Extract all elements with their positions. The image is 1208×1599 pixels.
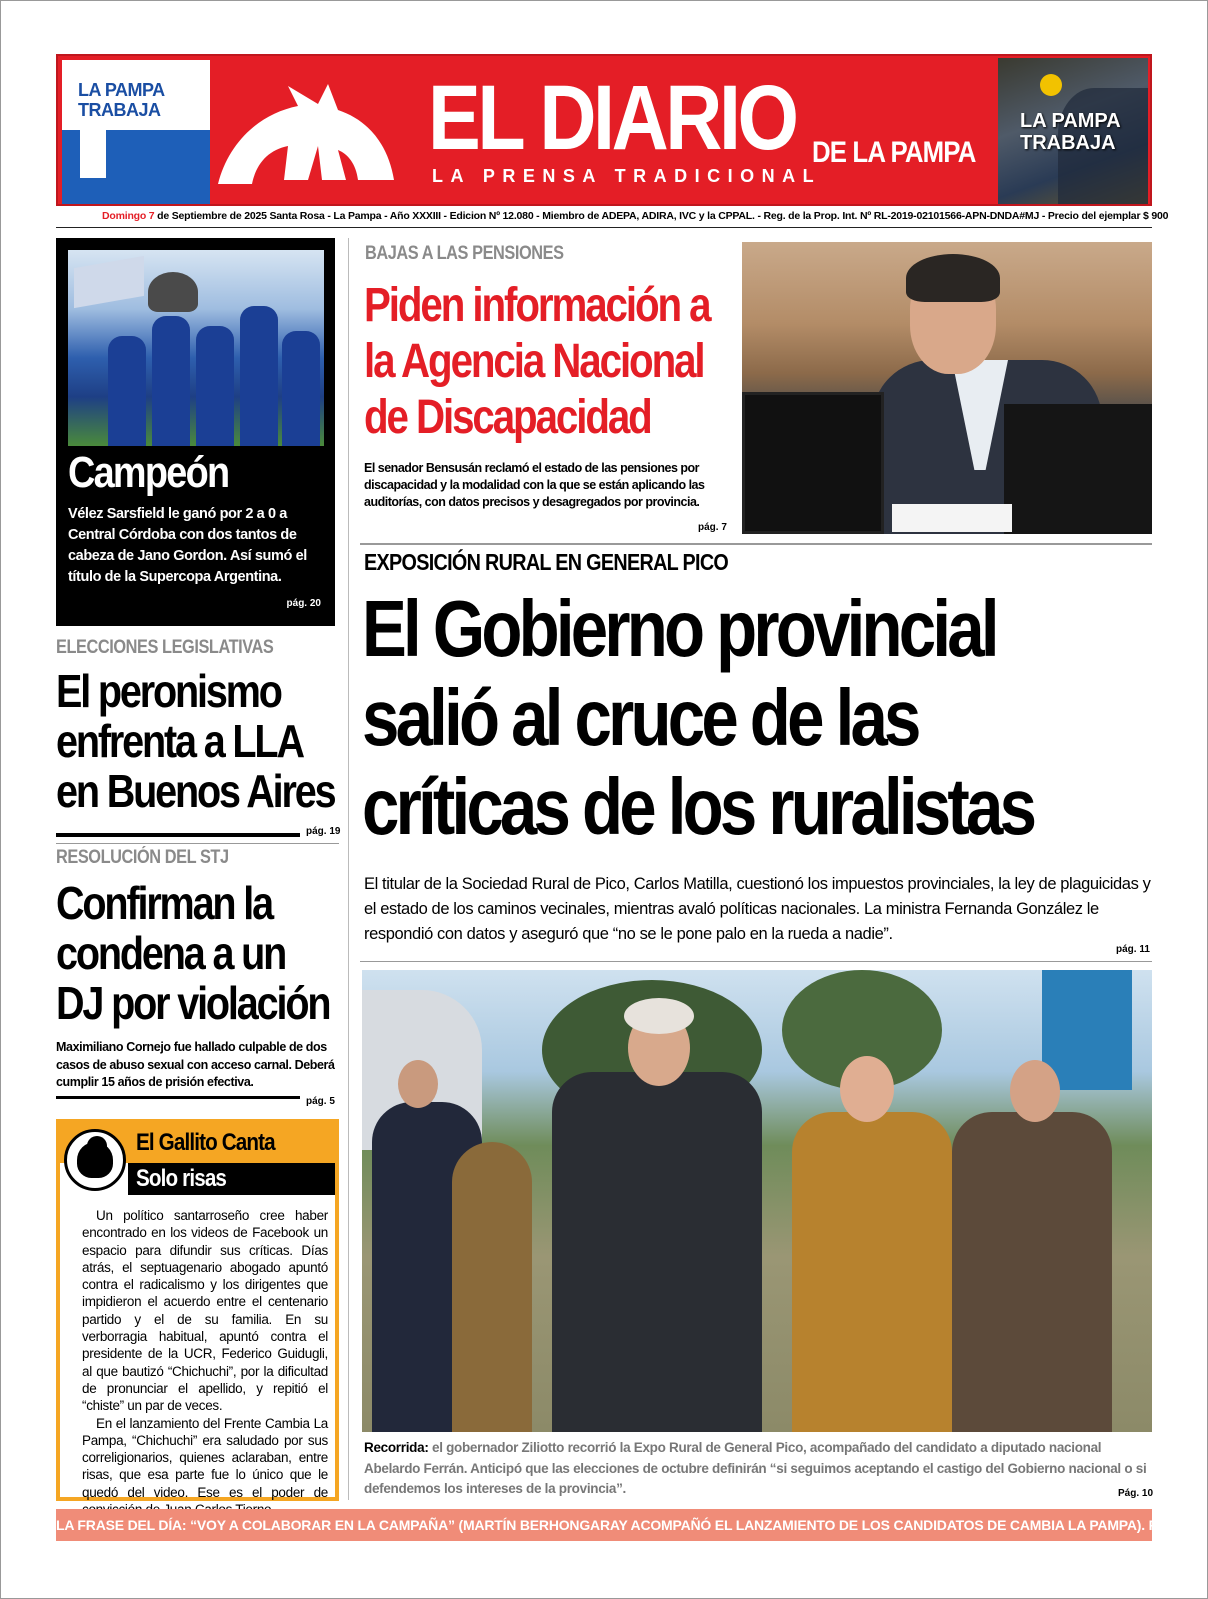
headline-line: DJ por violación [56, 977, 330, 1029]
trophy-icon [148, 272, 198, 312]
photo-person [952, 1112, 1112, 1432]
photo-person [452, 1142, 532, 1432]
column-divider [348, 238, 349, 1500]
frase-del-dia-banner: LA FRASE DEL DÍA: “VOY A COLABORAR EN LA CAMPAÑA” (MARTÍN BERHONGARAY ACOMPAÑÓ EL LANZAMIENTO DE LOS CANDIDATOS DE CAMBIA LA PAMPA). PÁG. 7 [56, 1509, 1152, 1541]
rooster-body [77, 1142, 113, 1178]
photo-player [152, 316, 190, 446]
photo-paper [892, 504, 1012, 532]
photo-caption [364, 1438, 1154, 1500]
gallito-canta-column [56, 1119, 339, 1501]
pensiones-kicker: BAJAS A LAS PENSIONES [365, 243, 564, 264]
photo-person [792, 1112, 952, 1432]
caption-text: el gobernador Ziliotto recorrió la Expo Rural de General Pico, acompañado del candidato a diputado nacional Abelardo Ferrán. Anticipó que las elecciones de octubre definirán “si seguimos aceptando el castigo del Gobierno nacional o si defendemos los intereses de la provincia”. [364, 1440, 1147, 1496]
headline-line: críticas de los ruralistas [362, 762, 1034, 851]
photo-sign [1042, 970, 1132, 1090]
headline-line: de Discapacidad [364, 391, 651, 444]
photo-head [398, 1060, 438, 1108]
la-pampa-trabaja-logo-left [62, 60, 210, 204]
edition-date: Domingo 7 [102, 210, 155, 222]
newspaper-tagline: LA PRENSA TRADICIONAL [432, 166, 822, 186]
campeon-headline: Campeón [68, 448, 229, 497]
photo-flag [74, 256, 144, 308]
headline-line: condena a un [56, 927, 286, 979]
divider [360, 543, 1152, 545]
senator-photo [742, 242, 1152, 534]
headline-line: enfrenta a LLA [56, 715, 303, 767]
headline-line: El Gobierno provincial [362, 584, 996, 673]
right-logo-text: LA PAMPA TRABAJA [1020, 110, 1120, 154]
photo-hair [624, 998, 694, 1034]
gallito-paragraph: Un político santarroseño cree haber encontrado en los videos de Facebook un espacio para difundir sus críticas. Días atrás, el septuagenario abogado apuntó contra el radicalismo y los dirigentes que impidieron el acuerdo entre el centenario partido y el de su familia. En su verborragia habitual, apuntó contra el presidente de la UCR, Federico Guidugli, al que bautizó “Chichuchi”, por la dificultad de pronunciar el apellido, y repitió el “chiste” un par de veces. [82, 1208, 328, 1414]
stj-headline[interactable] [56, 878, 374, 1028]
rooster-icon [64, 1129, 126, 1191]
left-logo-text: LA PAMPA TRABAJA [78, 80, 164, 120]
pensiones-page-ref: pág. 7 [698, 522, 727, 533]
headline-line: Confirman la [56, 877, 272, 929]
pensiones-headline[interactable] [364, 278, 709, 446]
headline-line: El peronismo [56, 665, 281, 717]
masthead [56, 54, 1152, 206]
headline-line: salió al cruce de las [362, 673, 918, 762]
la-pampa-trabaja-logo-right [998, 58, 1148, 204]
stj-kicker: RESOLUCIÓN DEL STJ [56, 847, 229, 868]
divider [56, 1096, 300, 1099]
stj-page-ref: pág. 5 [306, 1096, 335, 1107]
photo-player [196, 326, 234, 446]
main-kicker: EXPOSICIÓN RURAL EN GENERAL PICO [364, 549, 729, 575]
photo-player [240, 306, 278, 446]
wing-logo-icon [218, 84, 408, 194]
photo-hair [906, 254, 1000, 302]
pensiones-summary: El senador Bensusán reclamó el estado de las pensiones por discapacidad y la modalidad con la que se están aplicando las auditorías, con datos precisos y desagregados por provincia. [364, 461, 705, 509]
divider [56, 833, 300, 837]
campeon-page-ref: pág. 20 [286, 598, 321, 609]
photo-player [108, 336, 146, 446]
campeon-story[interactable] [56, 238, 335, 626]
main-summary: El titular de la Sociedad Rural de Pico, Carlos Matilla, cuestionó los impuestos provinciales, la ley de plaguicidas y el estado de los caminos vecinales, mientras avaló políticas nacionales. La ministra Fernanda González le respondió con datos y aseguró que “no se le pone palo en la rueda a nadie”. [364, 875, 1151, 943]
headline-line: en Buenos Aires [56, 765, 335, 817]
gallito-paragraph: En el lanzamiento del Frente Cambia La Pampa, “Chichuchi” era saludado por sus correligionarios, quienes aclaraban, entre risas, que esa parte fue lo único que le quedó del video. Ese es el poder de [82, 1415, 328, 1500]
photo-monitor [1004, 404, 1152, 534]
worker-helmet-icon [1040, 74, 1062, 96]
expo-rural-photo [362, 970, 1152, 1432]
caption-label: Recorrida: [364, 1440, 429, 1455]
gallito-title: El Gallito Canta [136, 1129, 275, 1156]
caption-page-ref: Pág. 10 [1118, 1488, 1154, 1499]
logo-shape-cut [80, 130, 106, 178]
photo-head [840, 1056, 894, 1122]
photo-player [282, 331, 320, 446]
main-page-ref: pág. 11 [1116, 944, 1150, 955]
main-headline[interactable] [362, 584, 1033, 851]
campeon-photo [68, 250, 324, 446]
headline-line: Piden información a [364, 279, 710, 332]
divider [56, 227, 1152, 228]
divider [56, 843, 339, 844]
photo-monitor [742, 392, 884, 534]
photo-person [552, 1072, 762, 1432]
divider [360, 961, 1152, 962]
newspaper-subtitle: DE LA PAMPA [812, 136, 976, 169]
stj-summary: Maximiliano Cornejo fue hallado culpable de dos casos de abuso sexual con acceso carnal. Deberá cumplir 15 años de prisión efectiva. [56, 1040, 335, 1089]
edition-info-line [102, 210, 1168, 222]
campeon-summary: Vélez Sarsfield le ganó por 2 a 0 a Central Córdoba con dos tantos de cabeza de Jano Gordon. Así sumó el título de la Supercopa Argentina. [68, 506, 307, 585]
newspaper-title: EL DIARIO [428, 67, 796, 169]
photo-head [1010, 1060, 1060, 1122]
headline-line: la Agencia Nacional [364, 335, 704, 388]
elecciones-page-ref: pág. 19 [306, 826, 341, 837]
edition-details: de Septiembre de 2025 Santa Rosa - La Pampa - Año XXXIII - Edicion Nº 12.080 - Miembro de ADEPA, ADIRA, IVC y la CPPAL. - Reg. de la Prop. Int. Nº RL-2019-02101566-APN-DNDA#MJ - Precio del ejemplar $ 900 [154, 210, 1169, 222]
elecciones-headline[interactable] [56, 666, 380, 816]
gallito-body [82, 1207, 328, 1518]
gallito-subtitle: Solo risas [136, 1165, 227, 1192]
elecciones-kicker: ELECCIONES LEGISLATIVAS [56, 637, 274, 658]
